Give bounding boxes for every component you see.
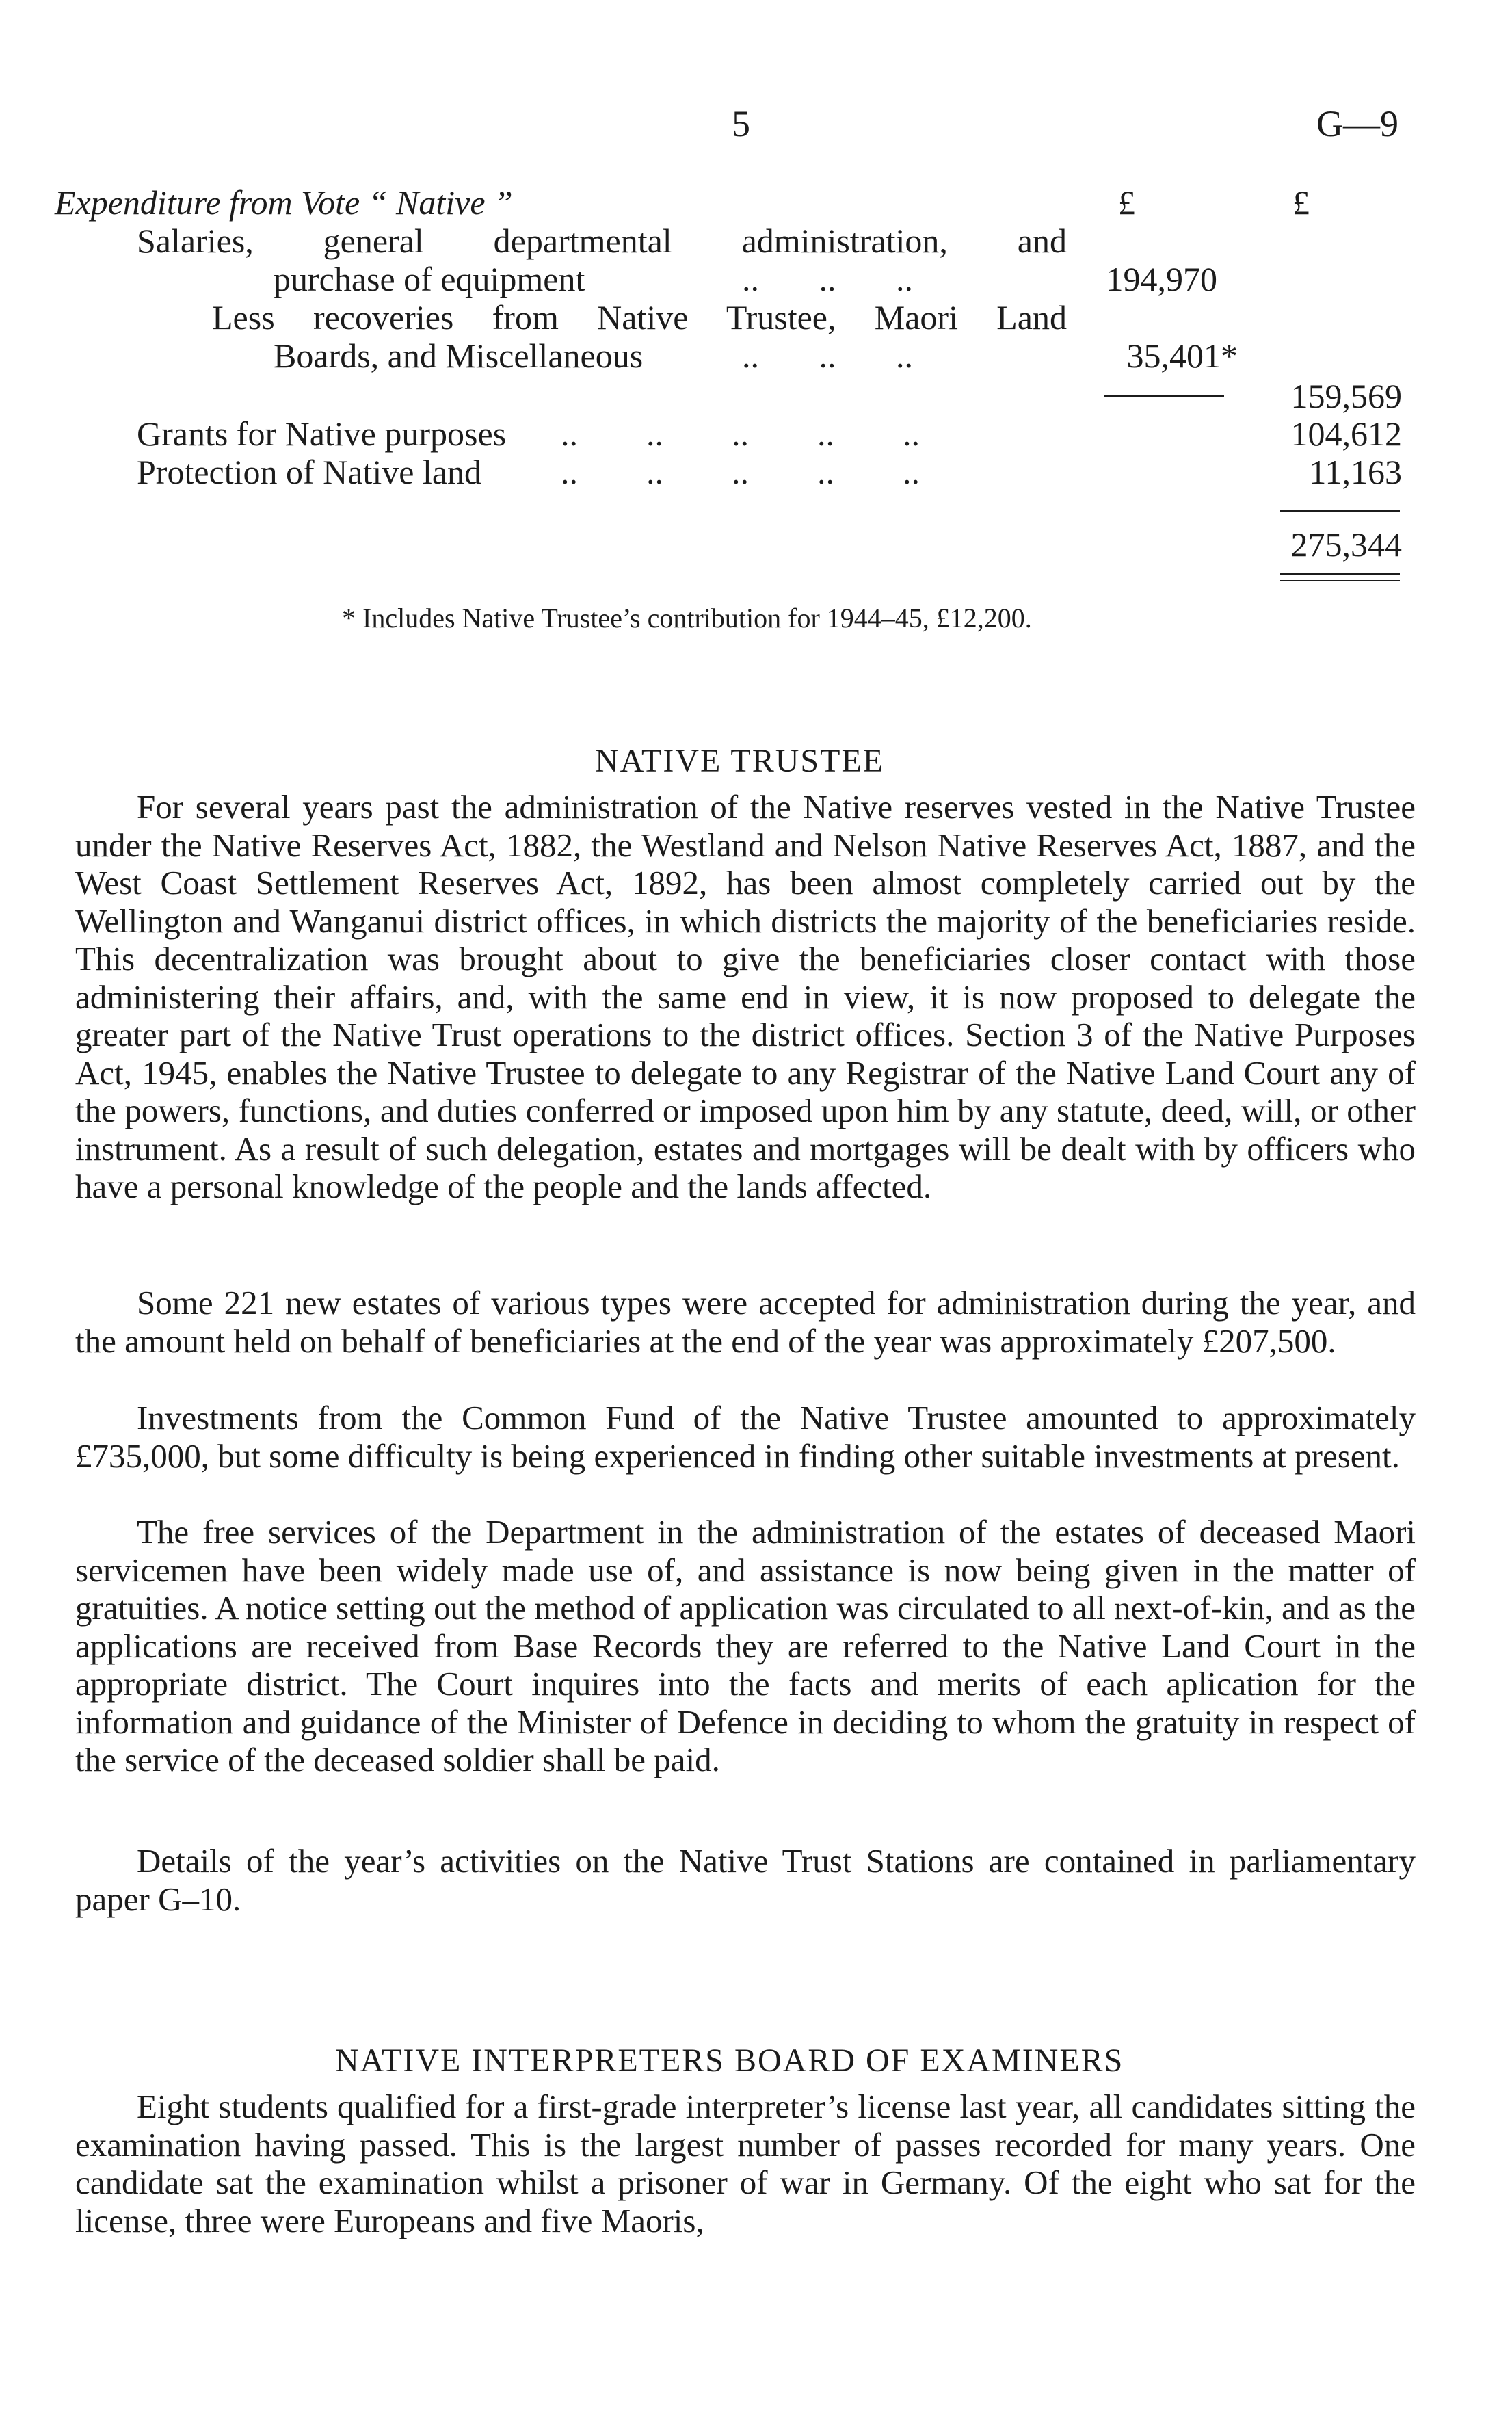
trustee-paragraph: Some 221 new estates of various types were accepted for administration during the year, and the amount held on behalf of beneficiaries at the end of the year was approximately £207,500. [75,1284,1416,1360]
total-double-rule-top [1280,573,1400,575]
less-recoveries-line1: Less recoveries from Native Trustee, Maori Land [212,298,1067,337]
less-recoveries-line2: Boards, and Miscellaneous [274,337,644,375]
dot-leader: .. .. .. [742,260,913,298]
document-reference: G—9 [1316,103,1398,144]
expenditure-footnote: * Includes Native Trustee’s contribution for 1944–45, £12,200. [342,603,1032,633]
dot-leader: .. .. .. [742,337,913,375]
grants-label: Grants for Native purposes [137,415,507,453]
interpreters-paragraph: Eight students qualified for a first-grade interpreter’s license last year, all candidates sitting the examination having passed. This is the largest number of passes recorded for many years. One candidate sat the examination whilst a prisoner of war in Germany. Of the eight who sat for the license, three were Europeans and five Maoris, [75,2088,1416,2239]
trustee-paragraph: Investments from the Common Fund of the Native Trustee amounted to approximately £735,000, but some difficulty is being experienced in finding other suitable investments at present. [75,1399,1416,1475]
total-rule [1280,510,1400,512]
expenditure-title: Expenditure from Vote “ Native ” [55,183,513,222]
less-recoveries-amount: 35,401* [1126,337,1238,375]
trustee-paragraph: The free services of the Department in the administration of the estates of deceased Maori servicemen have been widely made use of, and assistance is now being given in the matter of gratuities. A notice setting out the method of application was circulated to all next-of-kin, and as the applications are received from Base Records they are referred to the Native Land Court in the appropriate district. The Court inquires into the facts and merits of each aplication for the information and guidance of the Minister of Defence in deciding to whom the gratuity in respect of the service of the deceased soldier shall be paid. [75,1513,1416,1778]
page-number: 5 [732,103,750,144]
section-heading-interpreters: NATIVE INTERPRETERS BOARD OF EXAMINERS [335,2042,1124,2079]
grants-amount: 104,612 [1290,415,1402,453]
trustee-paragraph: For several years past the administration of the Native reserves vested in the Native Trustee under the Native Reserves Act, 1882, the Westland and Nelson Native Reserves Act, 1887, and the West Coast Settlement Reserves Act, 1892, has been almost completely carried out by the Wellington and Wanganui district offices, in which districts the majority of the beneficiaries reside. This decentralization was brought about to give the beneficiaries closer contact with those administering their affairs, and, with the same end in view, it is now proposed to delegate the greater part of the Native Trust operations to the district offices. Section 3 of the Native Purposes Act, 1945, enables the Native Trustee to delegate to any Registrar of the Native Land Court any of the powers, functions, and duties conferred or imposed upon him by any statute, deed, will, or other instrument. As a result of such delegation, estates and mortgages will be dealt with by officers who have a personal knowledge of the people and the lands affected. [75,788,1416,1205]
total-double-rule-bottom [1280,580,1400,581]
net-amount: 159,569 [1290,377,1402,415]
subtotal-rule [1104,395,1224,397]
currency-header-col1: £ [1118,183,1135,222]
dot-leader: .. .. .. .. .. [561,415,920,453]
trustee-paragraph: Details of the year’s activities on the Native Trust Stations are contained in parliamentary paper G–10. [75,1842,1416,1918]
salaries-amount: 194,970 [1106,260,1217,298]
total-amount: 275,344 [1290,525,1402,564]
currency-header-col2: £ [1292,183,1310,222]
section-heading-native-trustee: NATIVE TRUSTEE [595,743,885,779]
protection-label: Protection of Native land [137,453,482,491]
salaries-label-line1: Salaries, general departmental administration, and [137,222,1067,260]
salaries-label-line2: purchase of equipment [274,260,585,298]
protection-amount: 11,163 [1309,453,1402,491]
dot-leader: .. .. .. .. .. [561,453,920,491]
